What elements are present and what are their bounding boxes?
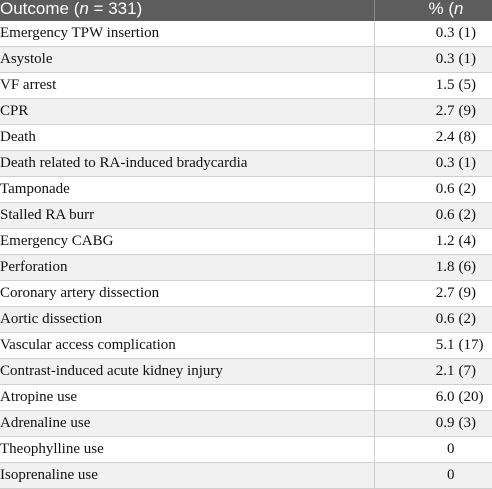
- table-body: [0, 21, 492, 489]
- table-row: [0, 437, 492, 463]
- table-row: [0, 177, 492, 203]
- outcome-cell: Isoprenaline use: [0, 463, 374, 489]
- percent-cell: [374, 73, 492, 99]
- count-value: (9): [458, 103, 476, 119]
- outcome-cell: Adrenaline use: [0, 411, 374, 437]
- count-value: (5): [458, 77, 476, 93]
- table-row: [0, 411, 492, 437]
- percent-value: 0.3: [435, 25, 455, 41]
- percent-cell: [374, 359, 492, 385]
- outcome-header-label: Outcome (: [0, 0, 80, 18]
- outcome-cell: Death related to RA-induced bradycardia: [0, 151, 374, 177]
- count-value: (8): [458, 129, 476, 145]
- outcome-column-header: [0, 0, 374, 21]
- table-row: [0, 463, 492, 489]
- outcome-header-n: n: [79, 0, 89, 18]
- count-value: (2): [458, 207, 476, 223]
- table-row: [0, 281, 492, 307]
- table-row: [0, 47, 492, 73]
- percent-value: 0.9: [435, 415, 455, 431]
- percent-cell: [374, 411, 492, 437]
- outcome-cell: Tamponade: [0, 177, 374, 203]
- table-row: [0, 359, 492, 385]
- percent-value: 0.3: [435, 51, 455, 67]
- table-header: [0, 0, 492, 21]
- percent-value: 2.4: [435, 129, 455, 145]
- count-value: (7): [458, 363, 476, 379]
- outcome-cell: Emergency CABG: [0, 229, 374, 255]
- percent-cell: [374, 229, 492, 255]
- percent-value: 1.2: [435, 233, 455, 249]
- outcome-cell: CPR: [0, 99, 374, 125]
- percent-header-label: % (: [428, 0, 454, 18]
- percent-cell: [374, 437, 492, 463]
- table-row: [0, 21, 492, 47]
- percent-cell: [374, 21, 492, 47]
- outcome-cell: Coronary artery dissection: [0, 281, 374, 307]
- outcome-cell: Theophylline use: [0, 437, 374, 463]
- percent-value: 0.6: [435, 181, 455, 197]
- table-row: [0, 203, 492, 229]
- count-value: (9): [458, 285, 476, 301]
- outcome-cell: Perforation: [0, 255, 374, 281]
- percent-value: 6.0: [435, 389, 455, 405]
- count-value: (20): [458, 389, 484, 405]
- outcome-cell: Aortic dissection: [0, 307, 374, 333]
- count-value: (1): [458, 51, 476, 67]
- percent-cell: [374, 177, 492, 203]
- percent-cell: [374, 203, 492, 229]
- percent-column-header: [374, 0, 492, 21]
- percent-value: 1.5: [435, 77, 455, 93]
- outcome-cell: VF arrest: [0, 73, 374, 99]
- percent-value: 0.6: [435, 311, 455, 327]
- percent-cell: [374, 151, 492, 177]
- table-row: [0, 99, 492, 125]
- percent-value: 2.7: [435, 285, 455, 301]
- percent-cell: [374, 463, 492, 489]
- percent-cell: [374, 125, 492, 151]
- outcome-cell: Death: [0, 125, 374, 151]
- table-row: [0, 307, 492, 333]
- percent-cell: [374, 307, 492, 333]
- percent-cell: [374, 281, 492, 307]
- percent-value: 5.1: [435, 337, 455, 353]
- table-row: [0, 73, 492, 99]
- count-value: (6): [458, 259, 476, 275]
- outcome-cell: Contrast-induced acute kidney injury: [0, 359, 374, 385]
- outcome-cell: Asystole: [0, 47, 374, 73]
- count-value: (2): [458, 181, 476, 197]
- percent-cell: [374, 385, 492, 411]
- table-row: [0, 333, 492, 359]
- header-row: [0, 0, 492, 21]
- table-row: [0, 255, 492, 281]
- percent-cell: [374, 99, 492, 125]
- table-row: [0, 229, 492, 255]
- outcome-cell: Emergency TPW insertion: [0, 21, 374, 47]
- outcome-header-count: = 331): [88, 0, 143, 18]
- percent-value: 2.7: [435, 103, 455, 119]
- table-row: [0, 151, 492, 177]
- percent-cell: [374, 333, 492, 359]
- percent-value: 0: [447, 441, 455, 457]
- count-value: (3): [458, 415, 476, 431]
- outcome-cell: Stalled RA burr: [0, 203, 374, 229]
- table-row: [0, 385, 492, 411]
- percent-value: 1.8: [435, 259, 455, 275]
- percent-value: 2.1: [435, 363, 455, 379]
- percent-value: 0.6: [435, 207, 455, 223]
- percent-value: 0: [447, 467, 455, 483]
- table-row: [0, 125, 492, 151]
- count-value: (1): [458, 155, 476, 171]
- count-value: (1): [458, 25, 476, 41]
- percent-value: 0.3: [435, 155, 455, 171]
- percent-cell: [374, 47, 492, 73]
- outcome-cell: Atropine use: [0, 385, 374, 411]
- count-value: (4): [458, 233, 476, 249]
- outcome-cell: Vascular access complication: [0, 333, 374, 359]
- percent-header-n: n: [454, 0, 464, 18]
- count-value: (2): [458, 311, 476, 327]
- count-value: (17): [458, 337, 484, 353]
- percent-cell: [374, 255, 492, 281]
